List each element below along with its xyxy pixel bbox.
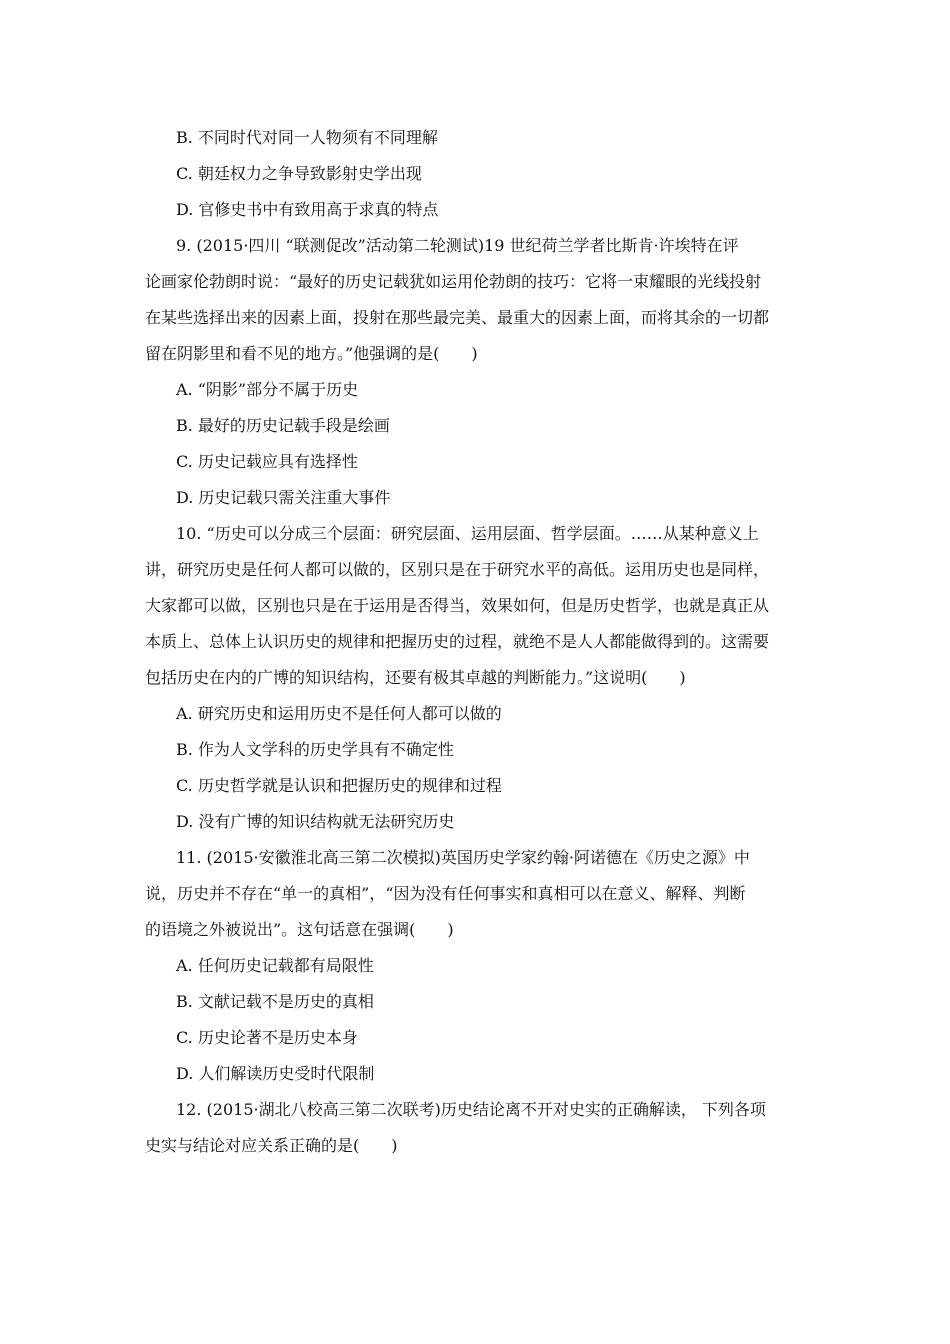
q9-stem-line-1: 9. (2015·四川 “联测促改”活动第二轮测试)19 世纪荷兰学者比斯肯·许埃特在评 (176, 236, 739, 255)
q9-stem-line-2: 论画家伦勃朗时说：“最好的历史记载犹如运用伦勃朗的技巧：它将一束耀眼的光线投射 (145, 272, 762, 291)
q9-stem-line-3: 在某些选择出来的因素上面，投射在那些最完美、最重大的因素上面，而将其余的一切都 (145, 308, 770, 327)
q11-option-b: B. 文献记载不是历史的真相 (176, 992, 374, 1011)
q10-stem-line-4: 本质上、总体上认识历史的规律和把握历史的过程，就绝不是人人都能做得到的。这需要 (145, 632, 770, 651)
q11-stem-line-2: 说，历史并不存在“单一的真相”，“因为没有任何事实和真相可以在意义、解释、判断 (145, 884, 746, 903)
q11-stem-line-1: 11. (2015·安徽淮北高三第二次模拟)英国历史学家约翰·阿诺德在《历史之源》中 (176, 848, 750, 867)
q11-option-c: C. 历史论著不是历史本身 (176, 1028, 358, 1047)
q9-option-c: C. 历史记载应具有选择性 (176, 452, 358, 471)
q8-option-d: D. 官修史书中有致用高于求真的特点 (176, 200, 439, 219)
q10-option-b: B. 作为人文学科的历史学具有不确定性 (176, 740, 454, 759)
q9-option-a: A. “阴影”部分不属于历史 (176, 380, 359, 399)
q8-option-c: C. 朝廷权力之争导致影射史学出现 (176, 164, 422, 183)
q10-stem-line-1: 10. “历史可以分成三个层面：研究层面、运用层面、哲学层面。……从某种意义上 (176, 524, 759, 543)
q11-option-d: D. 人们解读历史受时代限制 (176, 1064, 375, 1083)
q11-option-a: A. 任何历史记载都有局限性 (176, 956, 374, 975)
q9-option-d: D. 历史记载只需关注重大事件 (176, 488, 391, 507)
q9-stem-line-4: 留在阴影里和看不见的地方。”他强调的是( ) (145, 344, 478, 363)
q12-stem-line-1: 12. (2015·湖北八校高三第二次联考)历史结论离不开对史实的正确解读， 下列各项 (176, 1100, 766, 1119)
q11-stem-line-3: 的语境之外被说出”。这句话意在强调( ) (145, 920, 454, 939)
q9-option-b: B. 最好的历史记载手段是绘画 (176, 416, 390, 435)
q10-stem-line-5: 包括历史在内的广博的知识结构，还要有极其卓越的判断能力。”这说明( ) (145, 668, 686, 687)
q10-option-c: C. 历史哲学就是认识和把握历史的规律和过程 (176, 776, 502, 795)
q10-option-a: A. 研究历史和运用历史不是任何人都可以做的 (176, 704, 502, 723)
q12-stem-line-2: 史实与结论对应关系正确的是( ) (145, 1136, 398, 1155)
q10-stem-line-2: 讲，研究历史是任何人都可以做的，区别只是在于研究水平的高低。运用历史也是同样， (145, 560, 770, 579)
q10-option-d: D. 没有广博的知识结构就无法研究历史 (176, 812, 455, 831)
q8-option-b: B. 不同时代对同一人物须有不同理解 (176, 128, 438, 147)
q10-stem-line-3: 大家都可以做，区别也只是在于运用是否得当，效果如何，但是历史哲学，也就是真正从 (145, 596, 770, 615)
